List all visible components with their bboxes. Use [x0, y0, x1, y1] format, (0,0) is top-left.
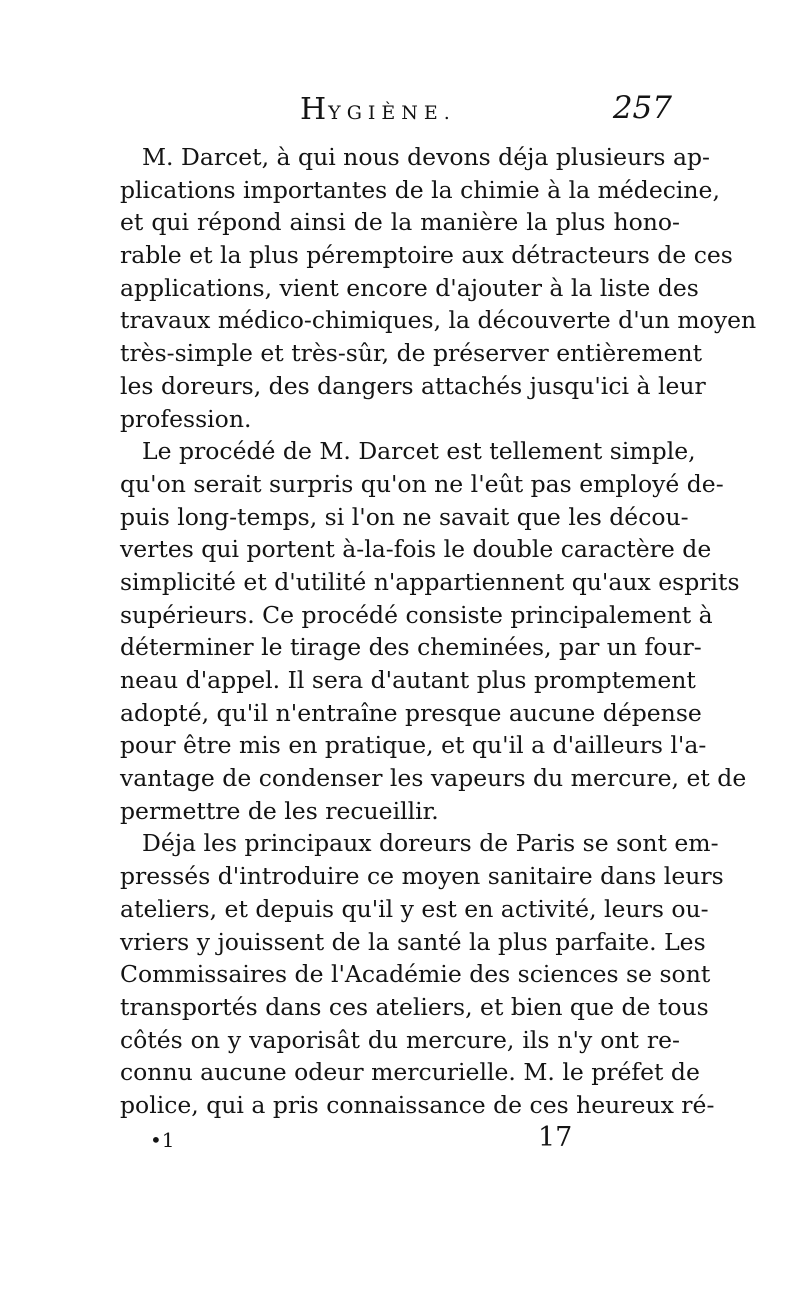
- text-line: et qui répond ainsi de la manière la plus hono-: [120, 208, 680, 237]
- text-line: pressés d'introduire ce moyen sanitaire dans leurs: [120, 862, 724, 891]
- text-line: Commissaires de l'Académie des sciences se sont: [120, 960, 711, 989]
- paragraph-1: [120, 141, 757, 435]
- text-line: qu'on serait surpris qu'on ne l'eût pas employé de-: [120, 469, 724, 498]
- text-line: plications importantes de la chimie à la médecine,: [120, 175, 720, 204]
- text-line: vertes qui portent à-la-fois le double caractère de: [120, 535, 712, 564]
- text-line: adopté, qu'il n'entraîne presque aucune dépense: [120, 698, 702, 727]
- text-line: connu aucune odeur mercurielle. M. le préfet de: [120, 1058, 700, 1087]
- text-line: les doreurs, des dangers attachés jusqu'ici à leur: [120, 371, 706, 400]
- running-title-initial: H: [300, 92, 329, 127]
- text-line: Déja les principaux doreurs de Paris se sont em-: [142, 829, 719, 858]
- text-line: très-simple et très-sûr, de préserver entièrement: [120, 339, 703, 368]
- text-line: puis long-temps, si l'on ne savait que les décou-: [120, 502, 689, 531]
- text-line: supérieurs. Ce procédé consiste principalement à: [120, 600, 713, 629]
- text-line: permettre de les recueillir.: [120, 796, 439, 825]
- text-line: police, qui a pris connaissance de ces heureux ré-: [120, 1090, 715, 1119]
- text-line: travaux médico-chimiques, la découverte d'un moyen: [120, 306, 757, 335]
- text-line: profession.: [120, 404, 252, 433]
- text-line: pour être mis en pratique, et qu'il a d'ailleurs l'a-: [120, 731, 707, 760]
- page-footer: [120, 1122, 680, 1158]
- text-line: vriers y jouissent de la santé la plus parfaite. Les: [120, 927, 706, 956]
- running-header: [120, 92, 682, 132]
- text-line: rable et la plus péremptoire aux détracteurs de ces: [120, 241, 733, 270]
- text-line: Le procédé de M. Darcet est tellement simple,: [142, 437, 696, 466]
- text-line: neau d'appel. Il sera d'autant plus promptement: [120, 666, 696, 694]
- text-line: déterminer le tirage des cheminées, par un four-: [120, 633, 702, 662]
- signature-mark: •1: [150, 1128, 175, 1152]
- paragraph-2: [120, 435, 747, 827]
- text-line: transportés dans ces ateliers, et bien que de tous: [120, 992, 709, 1021]
- text-line: M. Darcet, à qui nous devons déja plusieurs ap-: [142, 143, 710, 171]
- text-line: simplicité et d'utilité n'appartiennent qu'aux esprits: [120, 567, 740, 596]
- running-title: [300, 92, 456, 127]
- sheet-number: 17: [538, 1122, 573, 1153]
- text-line: ateliers, et depuis qu'il y est en activité, leurs ou-: [120, 894, 709, 923]
- paragraph-3: [120, 827, 724, 1121]
- running-title-rest: YGIÈNE.: [328, 102, 456, 124]
- text-line: vantage de condenser les vapeurs du mercure, et de: [120, 764, 747, 793]
- text-line: applications, vient encore d'ajouter à la liste des: [120, 273, 699, 302]
- body-text: [120, 141, 757, 1122]
- text-line: côtés on y vaporisât du mercure, ils n'y ont re-: [120, 1025, 680, 1054]
- page-number: 257: [612, 90, 672, 126]
